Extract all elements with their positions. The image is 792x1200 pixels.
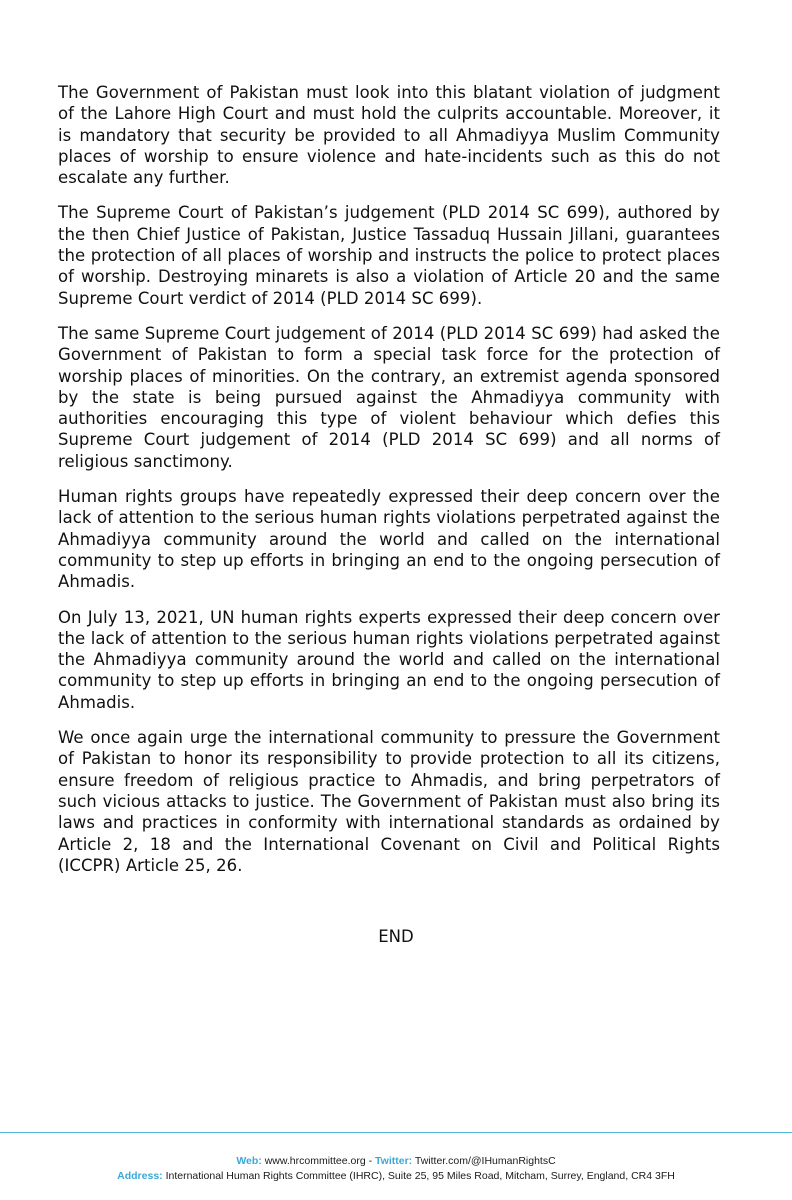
paragraph-un-experts: On July 13, 2021, UN human rights experts expressed their deep concern over the lack of attention to the serious human rights violations perpetrated against the Ahmadiyya community around the world and called on the international community to step up efforts in bringing an end to the ongoing persecution of Ahmadis. xyxy=(58,607,720,712)
end-marker: END xyxy=(378,927,414,946)
footer-contact-line xyxy=(0,1154,792,1168)
address-label: Address: xyxy=(117,1170,163,1182)
paragraph-accountability: The Government of Pakistan must look into this blatant violation of judgment of the Lahore High Court and must hold the culprits accountable. Moreover, it is mandatory that security be provided to all Ahmadiyya Muslim Community places of worship to ensure violence and hate-incidents such as this do not escalate any further. xyxy=(58,83,720,188)
footer-divider xyxy=(0,1132,792,1133)
paragraph-urge-community: We once again urge the international community to pressure the Government of Pakistan to honor its responsibility to provide protection to all its citizens, ensure freedom of religious practice to Ahmadis, and bring perpetrators of such vicious attacks to justice. The Government of Pakistan must also bring its laws and practices in conformity with international standards as ordained by Article 2, 18 and the International Covenant on Civil and Political Rights (ICCPR) Article 25, 26. xyxy=(58,728,720,875)
footer-separator: - xyxy=(368,1155,373,1167)
footer-address-line xyxy=(0,1169,792,1183)
twitter-label: Twitter: xyxy=(375,1155,413,1167)
web-label: Web: xyxy=(236,1155,262,1167)
paragraph-supreme-court-judgement: The Supreme Court of Pakistan’s judgement (PLD 2014 SC 699), authored by the then Chief Justice of Pakistan, Justice Tassaduq Hussain Jillani, guarantees the protection of all places of worship and instructs the police to protect places of worship. Destroying minarets is also a violation of Article 20 and the same Supreme Court verdict of 2014 (PLD 2014 SC 699). xyxy=(58,203,720,308)
paragraph-human-rights-groups: Human rights groups have repeatedly expressed their deep concern over the lack of attention to the serious human rights violations perpetrated against the Ahmadiyya community around the world and called on the international community to step up efforts in bringing an end to the ongoing persecution of Ahmadis. xyxy=(58,487,720,592)
web-link[interactable]: www.hrcommittee.org xyxy=(264,1155,366,1167)
paragraph-task-force: The same Supreme Court judgement of 2014 (PLD 2014 SC 699) had asked the Government of Pakistan to form a special task force for the protection of worship places of minorities. On the contrary, an extremist agenda sponsored by the state is being pursued against the Ahmadiyya community with authorities encouraging this type of violent behaviour which defies this Supreme Court judgement of 2014 (PLD 2014 SC 699) and all norms of religious sanctimony. xyxy=(58,323,720,471)
address-text: International Human Rights Committee (IHRC), Suite 25, 95 Miles Road, Mitcham, Surrey, England, CR4 3FH xyxy=(165,1170,675,1182)
twitter-link[interactable]: Twitter.com/@IHumanRightsC xyxy=(414,1155,556,1167)
document-body xyxy=(58,82,720,890)
